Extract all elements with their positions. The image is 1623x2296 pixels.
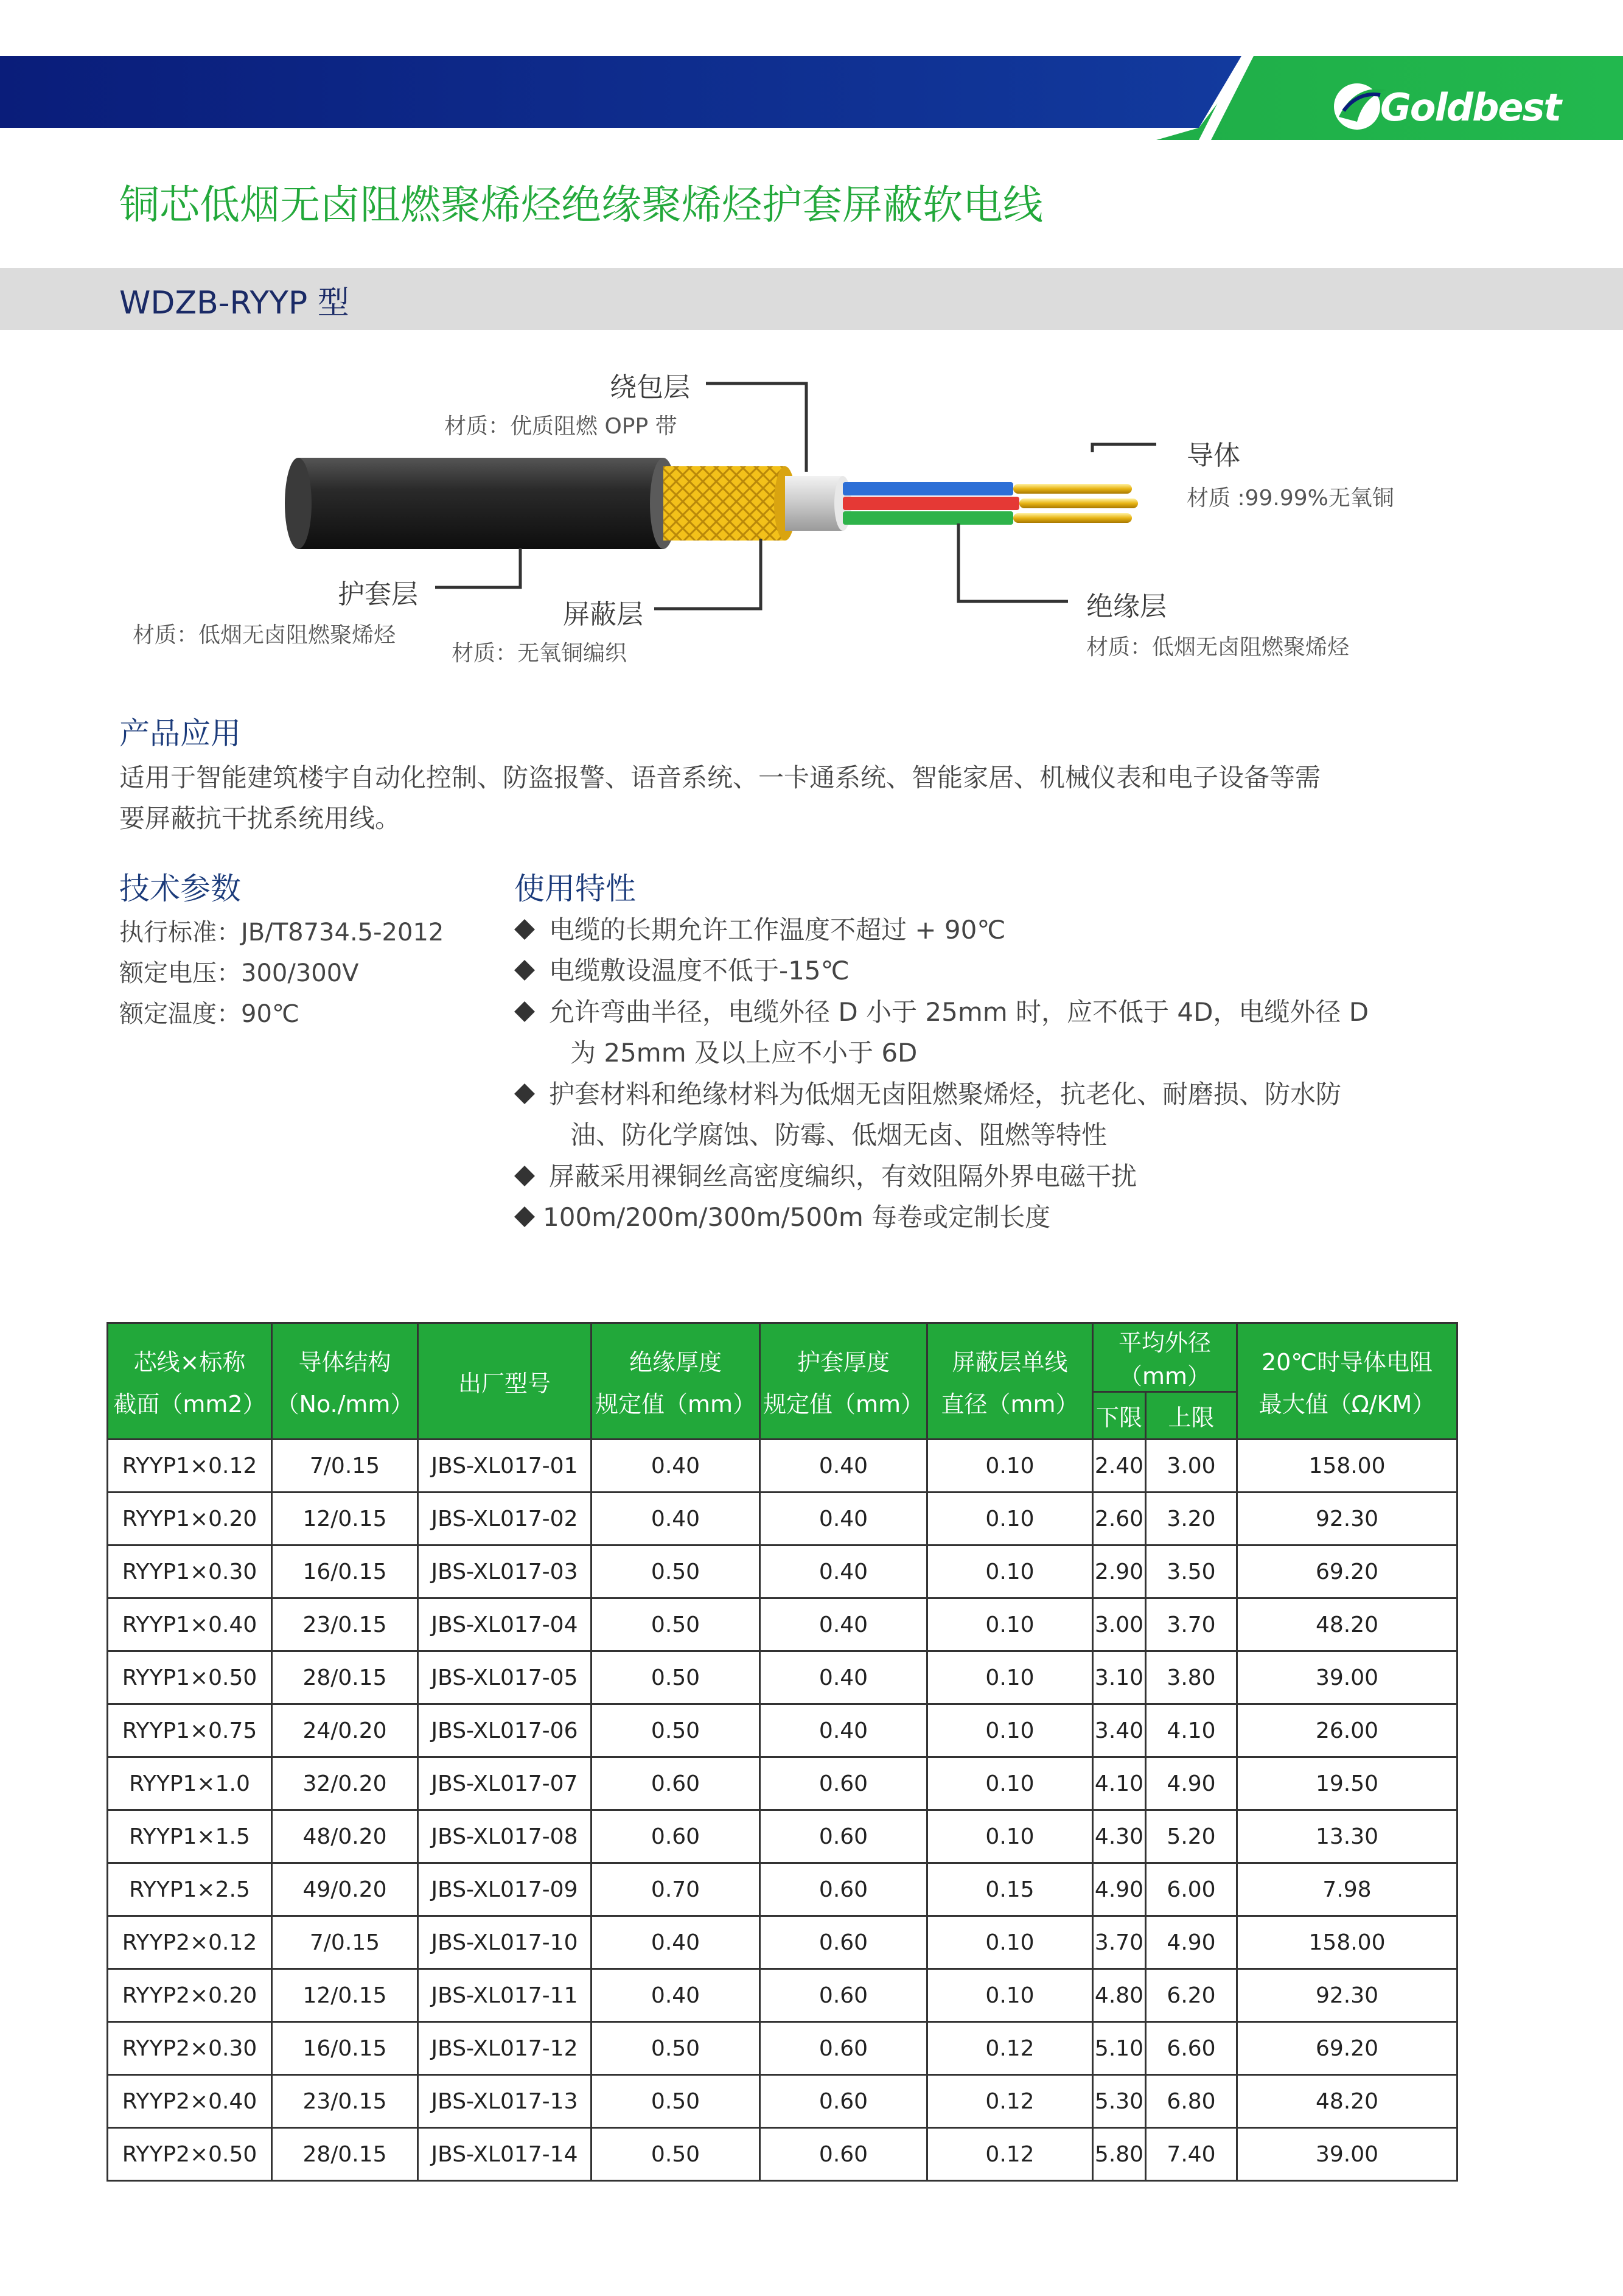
cell-upper: 3.50 <box>1146 1545 1237 1598</box>
cell-insulation: 0.50 <box>592 1704 760 1757</box>
features-heading: 使用特性 <box>514 871 636 906</box>
cell-insulation: 0.40 <box>592 1440 760 1493</box>
cell-insulation: 0.50 <box>592 2128 760 2181</box>
table-row <box>108 1704 1457 1757</box>
cell-core: RYYP2×0.20 <box>108 1969 272 2022</box>
cell-insulation: 0.50 <box>592 2075 760 2128</box>
table-row <box>108 1863 1457 1916</box>
header-sheath: 护套厚度 规定值（mm） <box>760 1323 927 1440</box>
insulation-label: 绝缘层 <box>1086 591 1167 622</box>
cell-insulation: 0.60 <box>592 1757 760 1810</box>
cell-structure: 23/0.15 <box>272 2075 418 2128</box>
feature-item: 允许弯曲半径，电缆外径 D 小于 25mm 时，应不低于 4D，电缆外径 D <box>517 992 1369 1029</box>
cell-core: RYYP1×0.30 <box>108 1545 272 1598</box>
page-title: 铜芯低烟无卤阻燃聚烯烃绝缘聚烯烃护套屏蔽软电线 <box>119 181 1043 228</box>
cell-lower: 3.00 <box>1093 1598 1146 1651</box>
cell-insulation: 0.50 <box>592 2022 760 2075</box>
cell-lower: 5.80 <box>1093 2128 1146 2181</box>
header-band <box>0 0 1623 140</box>
cell-lower: 2.90 <box>1093 1545 1146 1598</box>
diamond-bullet-icon <box>514 1166 535 1186</box>
feature-item: 100m/200m/300m/500m 每卷或定制长度 <box>517 1197 1050 1234</box>
cell-insulation: 0.50 <box>592 1598 760 1651</box>
wrap-layer-material: 材质：优质阻燃 OPP 带 <box>444 414 677 439</box>
cell-core: RYYP1×2.5 <box>108 1863 272 1916</box>
cell-upper: 3.00 <box>1146 1440 1237 1493</box>
cell-lower: 3.10 <box>1093 1651 1146 1704</box>
header-shield: 屏蔽层单线 直径（mm） <box>927 1323 1093 1440</box>
brand-logo-text: Goldbest <box>1380 85 1561 130</box>
cell-shield: 0.10 <box>927 1916 1093 1969</box>
diamond-bullet-icon <box>514 1083 535 1104</box>
cell-structure: 23/0.15 <box>272 1598 418 1651</box>
table-row <box>108 1440 1457 1493</box>
cell-resistance: 26.00 <box>1237 1704 1457 1757</box>
cell-model: JBS-XL017-12 <box>418 2022 592 2075</box>
cell-core: RYYP2×0.50 <box>108 2128 272 2181</box>
cell-upper: 6.00 <box>1146 1863 1237 1916</box>
cell-core: RYYP1×0.40 <box>108 1598 272 1651</box>
conductor-label: 导体 <box>1187 440 1240 471</box>
cell-lower: 4.90 <box>1093 1863 1146 1916</box>
cell-lower: 4.10 <box>1093 1757 1146 1810</box>
cell-shield: 0.10 <box>927 1440 1093 1493</box>
cell-upper: 3.80 <box>1146 1651 1237 1704</box>
cell-core: RYYP1×0.75 <box>108 1704 272 1757</box>
cell-resistance: 39.00 <box>1237 2128 1457 2181</box>
sheath-material: 材质：低烟无卤阻燃聚烯烃 <box>133 623 396 648</box>
cell-shield: 0.10 <box>927 1810 1093 1863</box>
cell-lower: 5.30 <box>1093 2075 1146 2128</box>
wrap-layer <box>785 476 851 531</box>
cell-lower: 3.40 <box>1093 1704 1146 1757</box>
cell-structure: 7/0.15 <box>272 1916 418 1969</box>
diamond-bullet-icon <box>514 1001 535 1022</box>
shield-label: 屏蔽层 <box>563 599 643 630</box>
cell-shield: 0.10 <box>927 1969 1093 2022</box>
cell-insulation: 0.40 <box>592 1969 760 2022</box>
cell-core: RYYP1×1.5 <box>108 1810 272 1863</box>
table-row <box>108 2022 1457 2075</box>
cell-resistance: 7.98 <box>1237 1863 1457 1916</box>
cell-resistance: 158.00 <box>1237 1916 1457 1969</box>
table-row <box>108 1757 1457 1810</box>
cell-structure: 49/0.20 <box>272 1863 418 1916</box>
cell-resistance: 92.30 <box>1237 1969 1457 2022</box>
cell-core: RYYP1×0.20 <box>108 1493 272 1545</box>
cell-insulation: 0.50 <box>592 1545 760 1598</box>
cell-shield: 0.10 <box>927 1651 1093 1704</box>
cell-model: JBS-XL017-05 <box>418 1651 592 1704</box>
spec-table <box>106 1322 1458 2182</box>
cell-model: JBS-XL017-01 <box>418 1440 592 1493</box>
cell-model: JBS-XL017-08 <box>418 1810 592 1863</box>
table-row <box>108 1969 1457 2022</box>
cell-sheath: 0.60 <box>760 1810 927 1863</box>
model-heading: WDZB-RYYP 型 <box>119 285 349 321</box>
header-structure: 导体结构 （No./mm） <box>272 1323 418 1440</box>
conductor <box>1013 484 1138 523</box>
tech-temperature: 额定温度：90℃ <box>119 1000 299 1028</box>
cell-lower: 2.40 <box>1093 1440 1146 1493</box>
cell-lower: 4.30 <box>1093 1810 1146 1863</box>
cell-upper: 5.20 <box>1146 1810 1237 1863</box>
cell-structure: 16/0.15 <box>272 2022 418 2075</box>
cell-sheath: 0.40 <box>760 1493 927 1545</box>
cell-insulation: 0.70 <box>592 1863 760 1916</box>
cell-resistance: 92.30 <box>1237 1493 1457 1545</box>
cell-sheath: 0.40 <box>760 1598 927 1651</box>
cell-model: JBS-XL017-06 <box>418 1704 592 1757</box>
cell-core: RYYP1×0.12 <box>108 1440 272 1493</box>
table-row <box>108 1810 1457 1863</box>
cell-upper: 7.40 <box>1146 2128 1237 2181</box>
table-row <box>108 2128 1457 2181</box>
cell-shield: 0.12 <box>927 2075 1093 2128</box>
diamond-bullet-icon <box>514 960 535 981</box>
diamond-bullet-icon <box>514 1206 535 1227</box>
cell-insulation: 0.40 <box>592 1916 760 1969</box>
cell-resistance: 69.20 <box>1237 1545 1457 1598</box>
cell-structure: 48/0.20 <box>272 1810 418 1863</box>
header-model: 出厂型号 <box>418 1323 592 1440</box>
feature-item-continued: 油、防化学腐蚀、防霉、低烟无卤、阻燃等特性 <box>570 1120 1108 1150</box>
shield-material: 材质：无氧铜编织 <box>452 641 627 666</box>
cell-resistance: 39.00 <box>1237 1651 1457 1704</box>
table-row <box>108 1545 1457 1598</box>
feature-item-continued: 为 25mm 及以上应不小于 6D <box>570 1038 918 1068</box>
cell-shield: 0.10 <box>927 1704 1093 1757</box>
header-outer-diameter: 平均外径（mm） <box>1093 1323 1237 1392</box>
cell-shield: 0.12 <box>927 2128 1093 2181</box>
cell-sheath: 0.40 <box>760 1545 927 1598</box>
tech-standard: 执行标准：JB/T8734.5-2012 <box>119 919 444 947</box>
cell-lower: 5.10 <box>1093 2022 1146 2075</box>
cell-upper: 6.20 <box>1146 1969 1237 2022</box>
cell-upper: 3.20 <box>1146 1493 1237 1545</box>
cell-resistance: 48.20 <box>1237 1598 1457 1651</box>
cell-insulation: 0.40 <box>592 1493 760 1545</box>
cell-resistance: 13.30 <box>1237 1810 1457 1863</box>
cell-core: RYYP1×1.0 <box>108 1757 272 1810</box>
cell-shield: 0.10 <box>927 1493 1093 1545</box>
cell-lower: 3.70 <box>1093 1916 1146 1969</box>
sheath-layer <box>285 458 677 549</box>
table-row <box>108 1598 1457 1651</box>
cell-model: JBS-XL017-03 <box>418 1545 592 1598</box>
cell-shield: 0.10 <box>927 1598 1093 1651</box>
wrap-layer-label: 绕包层 <box>610 372 690 403</box>
cell-model: JBS-XL017-04 <box>418 1598 592 1651</box>
header-upper: 上限 <box>1146 1392 1237 1440</box>
cell-structure: 12/0.15 <box>272 1493 418 1545</box>
cell-shield: 0.10 <box>927 1757 1093 1810</box>
cell-sheath: 0.40 <box>760 1440 927 1493</box>
feature-item: 电缆敷设温度不低于-15℃ <box>517 951 850 987</box>
cell-insulation: 0.50 <box>592 1651 760 1704</box>
header-resistance: 20℃时导体电阻 最大值（Ω/KM） <box>1237 1323 1457 1440</box>
cell-sheath: 0.60 <box>760 1757 927 1810</box>
cell-resistance: 48.20 <box>1237 2075 1457 2128</box>
cell-model: JBS-XL017-09 <box>418 1863 592 1916</box>
cell-sheath: 0.60 <box>760 1969 927 2022</box>
cell-shield: 0.15 <box>927 1863 1093 1916</box>
cell-sheath: 0.60 <box>760 1863 927 1916</box>
cell-model: JBS-XL017-14 <box>418 2128 592 2181</box>
header-lower: 下限 <box>1093 1392 1146 1440</box>
tech-heading: 技术参数 <box>119 871 241 906</box>
cell-lower: 2.60 <box>1093 1493 1146 1545</box>
cell-structure: 7/0.15 <box>272 1440 418 1493</box>
cell-shield: 0.12 <box>927 2022 1093 2075</box>
cell-upper: 4.90 <box>1146 1757 1237 1810</box>
cell-upper: 3.70 <box>1146 1598 1237 1651</box>
tech-voltage: 额定电压：300/300V <box>119 959 359 987</box>
cell-shield: 0.10 <box>927 1545 1093 1598</box>
cell-upper: 6.80 <box>1146 2075 1237 2128</box>
application-heading: 产品应用 <box>119 716 241 751</box>
table-row <box>108 1651 1457 1704</box>
cell-structure: 12/0.15 <box>272 1969 418 2022</box>
cell-structure: 16/0.15 <box>272 1545 418 1598</box>
insulation-material: 材质：低烟无卤阻燃聚烯烃 <box>1086 635 1350 660</box>
header-core: 芯线×标称 截面（mm2） <box>108 1323 272 1440</box>
table-row <box>108 1916 1457 1969</box>
cell-sheath: 0.60 <box>760 2128 927 2181</box>
cell-upper: 4.10 <box>1146 1704 1237 1757</box>
cell-structure: 24/0.20 <box>272 1704 418 1757</box>
cell-core: RYYP2×0.40 <box>108 2075 272 2128</box>
cell-sheath: 0.60 <box>760 2075 927 2128</box>
cell-core: RYYP2×0.30 <box>108 2022 272 2075</box>
table-row <box>108 1493 1457 1545</box>
cell-sheath: 0.40 <box>760 1651 927 1704</box>
cell-structure: 32/0.20 <box>272 1757 418 1810</box>
sheath-label: 护套层 <box>338 579 418 610</box>
cell-model: JBS-XL017-11 <box>418 1969 592 2022</box>
cell-insulation: 0.60 <box>592 1810 760 1863</box>
shield-layer <box>663 466 796 541</box>
cell-core: RYYP1×0.50 <box>108 1651 272 1704</box>
cell-upper: 4.90 <box>1146 1916 1237 1969</box>
conductor-material: 材质 :99.99%无氧铜 <box>1187 486 1394 511</box>
cell-sheath: 0.60 <box>760 2022 927 2075</box>
feature-item: 护套材料和绝缘材料为低烟无卤阻燃聚烯烃，抗老化、耐磨损、防水防 <box>517 1074 1341 1111</box>
cell-model: JBS-XL017-07 <box>418 1757 592 1810</box>
cell-sheath: 0.60 <box>760 1916 927 1969</box>
feature-item: 电缆的长期允许工作温度不超过 + 90℃ <box>517 910 1006 947</box>
cell-resistance: 19.50 <box>1237 1757 1457 1810</box>
diamond-bullet-icon <box>514 919 535 940</box>
cell-sheath: 0.40 <box>760 1704 927 1757</box>
cell-model: JBS-XL017-13 <box>418 2075 592 2128</box>
feature-item: 屏蔽采用裸铜丝高密度编织，有效阻隔外界电磁干扰 <box>517 1157 1137 1193</box>
cell-structure: 28/0.15 <box>272 2128 418 2181</box>
cell-lower: 4.80 <box>1093 1969 1146 2022</box>
application-line-1: 适用于智能建筑楼宇自动化控制、防盗报警、语音系统、一卡通系统、智能家居、机械仪表和电子设备等需 <box>119 763 1321 793</box>
cell-resistance: 158.00 <box>1237 1440 1457 1493</box>
table-row <box>108 2075 1457 2128</box>
insulation-layer <box>843 482 1019 525</box>
cell-upper: 6.60 <box>1146 2022 1237 2075</box>
cell-structure: 28/0.15 <box>272 1651 418 1704</box>
application-line-2: 要屏蔽抗干扰系统用线。 <box>119 803 401 833</box>
cell-resistance: 69.20 <box>1237 2022 1457 2075</box>
cell-model: JBS-XL017-02 <box>418 1493 592 1545</box>
header-insulation: 绝缘厚度 规定值（mm） <box>592 1323 760 1440</box>
cell-core: RYYP2×0.12 <box>108 1916 272 1969</box>
cell-model: JBS-XL017-10 <box>418 1916 592 1969</box>
